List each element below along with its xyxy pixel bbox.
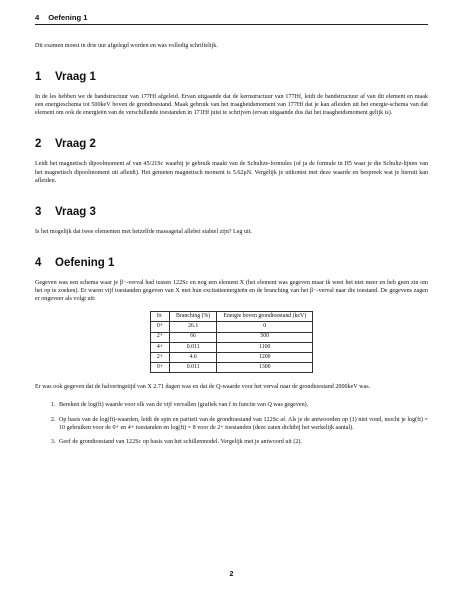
table-cell: 1100 <box>217 342 313 352</box>
table-cell: 0.011 <box>170 363 217 373</box>
list-item: 3. Geef de grondtoestand van 122Sc op basis van het schillenmodel. Vergelijk met je antwoord uit (2). <box>57 438 428 446</box>
table-header-row <box>150 312 312 322</box>
table-cell: 2+ <box>150 352 169 362</box>
table-cell: 0.011 <box>170 342 217 352</box>
intro-paragraph: Dit examen moest in drie uur afgelegd worden en was volledig schriftelijk. <box>35 43 218 49</box>
table-row <box>150 342 312 352</box>
table-row <box>150 352 312 362</box>
list-item: 2. Op basis van de log(ft)-waarden, leidt de spin en pariteit van de grondtoestand van 122Sc af. Als je de antwoorden op (1) niet vond, mocht je log(ft) = 10 gebruiken voor de 0+ en 4+ toestanden en log(ft) = 8 voor de 2+ toestanden (deze zaten dichtbij het werkelijk aantal). <box>57 416 428 432</box>
table-cell: 500 <box>217 332 313 342</box>
table-cell: 26.1 <box>170 322 217 332</box>
section-body: In de les hebben we de bandstructuur van 177Hf afgeleid. Ervan uitgaande dat de kernstructuur van 177Hf, leidt de bandstructuur af van dit element en maak een energieschema tot 500keV boven de grondtoestand. Maak gebruik van het traagheidsmoment van 177Hf dat je kan afleiden uit het energie-schema van dat element om ook de energieën van de verschillende toestanden in 171Hf juist te schrijven (ervan uitgaande dus dat het traagheidsmoment gelijk is). <box>35 94 428 117</box>
table-cell: 0+ <box>150 363 169 373</box>
section-title: Vraag 1 <box>55 71 96 84</box>
section-title: Vraag 2 <box>55 138 96 151</box>
table-cell: 4.6 <box>170 352 217 362</box>
section-heading <box>35 205 428 220</box>
list-item: 1. Bereken de log(ft) waarde voor elk van de vijf vervallen (grafiek van f in functie van Q was gegeven). <box>57 401 428 409</box>
running-header-number: 4 <box>35 13 40 22</box>
table-header-cell: Branching (%) <box>170 312 217 322</box>
section-title: Oefening 1 <box>55 256 115 269</box>
page-content <box>35 42 428 452</box>
table-cell: 0 <box>217 322 313 332</box>
table-cell: 1200 <box>217 352 313 362</box>
section-body-continued: Er was ook gegeven dat de halveringstijd van X 2.71 dagen was en dat de Q-waarde voor het verval naar de grondtoestand 2000keV was. <box>35 384 371 391</box>
section-number: 1 <box>35 71 42 84</box>
table-cell: 2+ <box>150 332 169 342</box>
table-row <box>150 363 312 373</box>
header-rule <box>35 24 428 25</box>
table-header-cell: Iπ <box>150 312 169 322</box>
page-number: 2 <box>229 571 234 578</box>
decay-table <box>150 311 313 373</box>
table-header-cell: Energie boven grondtoestand (keV) <box>217 312 313 322</box>
table-row <box>150 332 312 342</box>
section-number: 2 <box>35 138 42 151</box>
running-header-title: Oefening 1 <box>48 13 88 22</box>
section-body: Gegeven was een schema waar je β−-verval had tussen 122Sc en nog een element X (het element was gegeven maar ik weet het niet meer en heb geen zin om het op te zoeken). Er waren vijf toestanden gegeven van X met hun excitatieenergieën en de branching van het β−-verval naar die toestand. De gegevens zagen er ongeveer als volgt uit: <box>35 279 428 302</box>
running-header <box>35 13 87 22</box>
table-cell: 66 <box>170 332 217 342</box>
section-heading <box>35 256 428 271</box>
section-heading <box>35 137 428 152</box>
table-cell: 0+ <box>150 322 169 332</box>
section-heading <box>35 70 428 85</box>
table-row <box>150 322 312 332</box>
section-title: Vraag 3 <box>55 205 96 218</box>
table-cell: 4+ <box>150 342 169 352</box>
section-body: Leidt het magnetisch dipoolmoment af van 45/21Sc waarbij je gebruik maakt van de Schultze-formules (of ja de formule in H5 waar je die Schultz-lijnen van het magnetisch dipoolmoment uit afleidt). Het gemeten magnetisch moment is 5.62μN. Vergelijk je uitkomst met deze waarde en bespreek wat je hieruit kan afleiden. <box>35 161 428 184</box>
question-list <box>35 401 428 445</box>
section-number: 4 <box>35 256 42 269</box>
section-body: Is het mogelijk dat twee elementen met hetzelfde massagetal allebei stabiel zijn? Leg uit. <box>35 228 252 235</box>
section-number: 3 <box>35 205 42 218</box>
table-cell: 1300 <box>217 363 313 373</box>
